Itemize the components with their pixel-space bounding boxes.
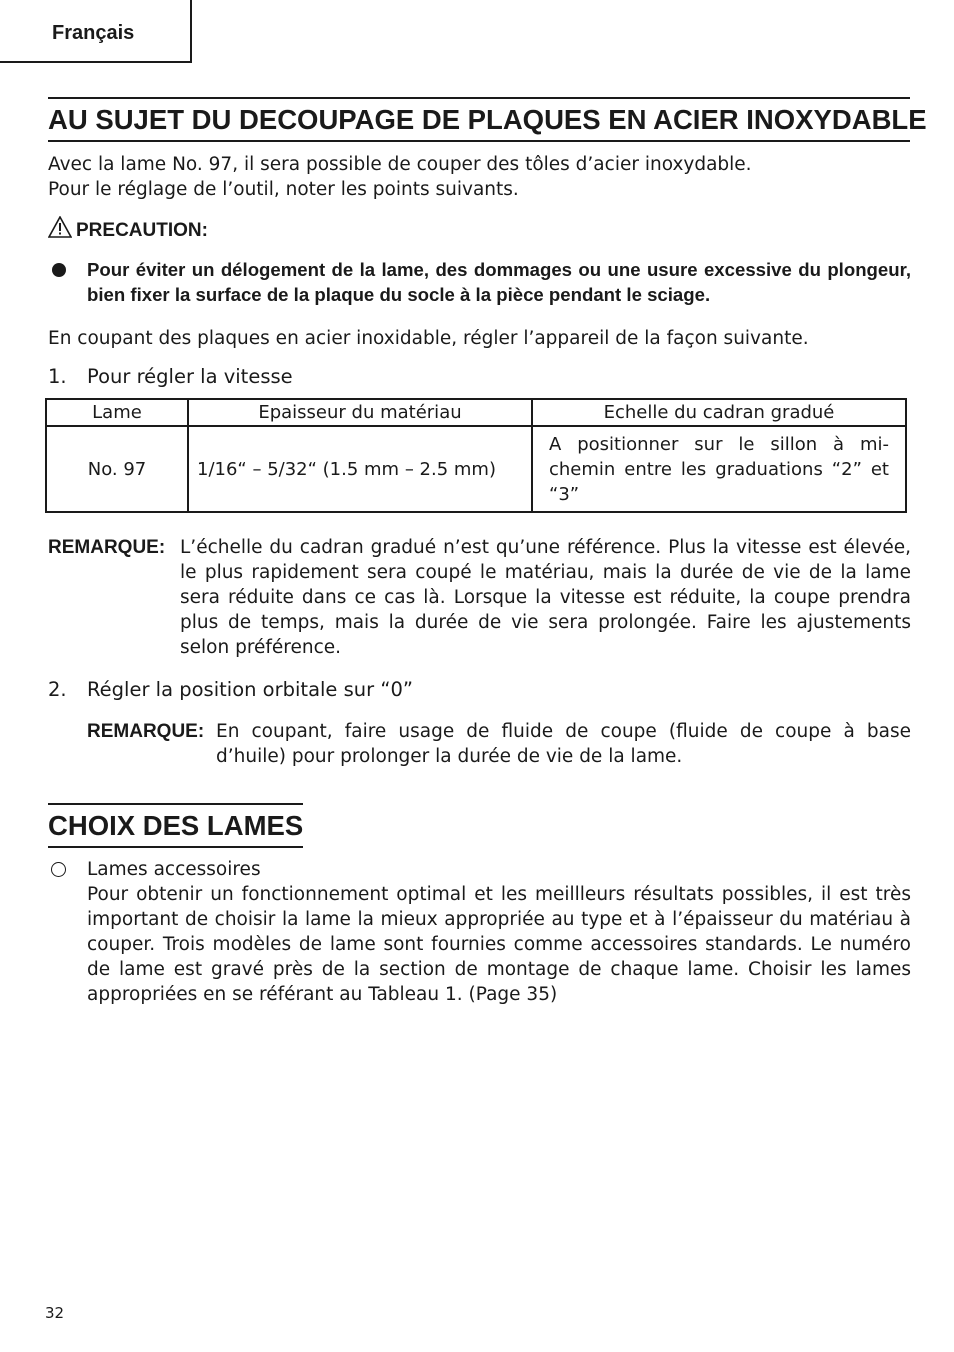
page-number: 32	[45, 1304, 65, 1322]
note-2-text: En coupant, faire usage de fluide de coupe (fluide de coupe à base d’huile) pour prolonger la durée de vie de la lame.	[216, 721, 911, 767]
table-header-cell: Epaisseur du matériau	[188, 399, 532, 426]
section-title-stainless: AU SUJET DU DECOUPAGE DE PLAQUES EN ACIER INOXYDABLE	[48, 97, 910, 142]
table-header-cell: Echelle du cadran gradué	[532, 399, 906, 426]
speed-table	[45, 398, 907, 513]
step-1-text: Pour régler la vitesse	[87, 365, 293, 388]
accessory-item-text: Pour obtenir un fonctionnement optimal et les meillleurs résultats possibles, il est très important de choisir la lame la mieux appropriée au type et à l’épaisseur du matériau à couper. Trois modèles de lame sont fournies comme accessoires standards. Le numéro de lame est gravé près de la section de montage de chaque lame. Choisir les lames appropriées en se référant au Tableau 1. (Page 35)	[87, 884, 911, 1005]
language-tab	[0, 0, 192, 63]
note-1-label: REMARQUE:	[48, 537, 166, 558]
caution-label: PRECAUTION:	[76, 220, 208, 241]
language-label: Français	[52, 22, 135, 44]
bullet-dot-icon	[52, 263, 66, 277]
section-title-blades: CHOIX DES LAMES	[48, 803, 303, 848]
table-cell-thickness: 1/16“ – 5/32“ (1.5 mm – 2.5 mm)	[188, 426, 532, 512]
caution-heading	[48, 216, 208, 243]
warning-icon	[48, 216, 72, 238]
table-header-row	[46, 399, 906, 426]
caution-text: Pour éviter un délogement de la lame, des dommages ou une usure excessive du plongeur, bien fixer la surface de la plaque du socle à la pièce pendant le sciage.	[87, 259, 911, 305]
intro-line-2: Pour le réglage de l’outil, noter les points suivants.	[48, 179, 519, 200]
step-1-number: 1.	[48, 365, 67, 388]
accessory-item-title: Lames accessoires	[87, 859, 261, 880]
intro-line-1: Avec la lame No. 97, il sera possible de couper des tôles d’acier inoxydable.	[48, 154, 752, 175]
table-cell-dial: A positionner sur le sillon à mi-chemin entre les graduations “2” et “3”	[532, 426, 906, 512]
circle-bullet-icon	[51, 862, 66, 877]
table-header-cell: Lame	[46, 399, 188, 426]
note-2-label: REMARQUE:	[87, 721, 205, 742]
note-1-text: L’échelle du cadran gradué n’est qu’une référence. Plus la vitesse est élevée, le plus rapidement sera coupé le matériau, mais la durée de vie de la lame sera réduite dans ce cas là. Lorsque la vitesse est réduite, la coupe prendra plus de temps, mais la durée de vie sera prolongée. Faire les ajustements selon préférence.	[180, 537, 911, 658]
table-row	[46, 426, 906, 512]
lead-paragraph: En coupant des plaques en acier inoxidable, régler l’appareil de la façon suivante.	[48, 328, 809, 349]
step-2-number: 2.	[48, 678, 67, 701]
step-2-text: Régler la position orbitale sur “0”	[87, 678, 413, 701]
table-cell-blade: No. 97	[46, 426, 188, 512]
